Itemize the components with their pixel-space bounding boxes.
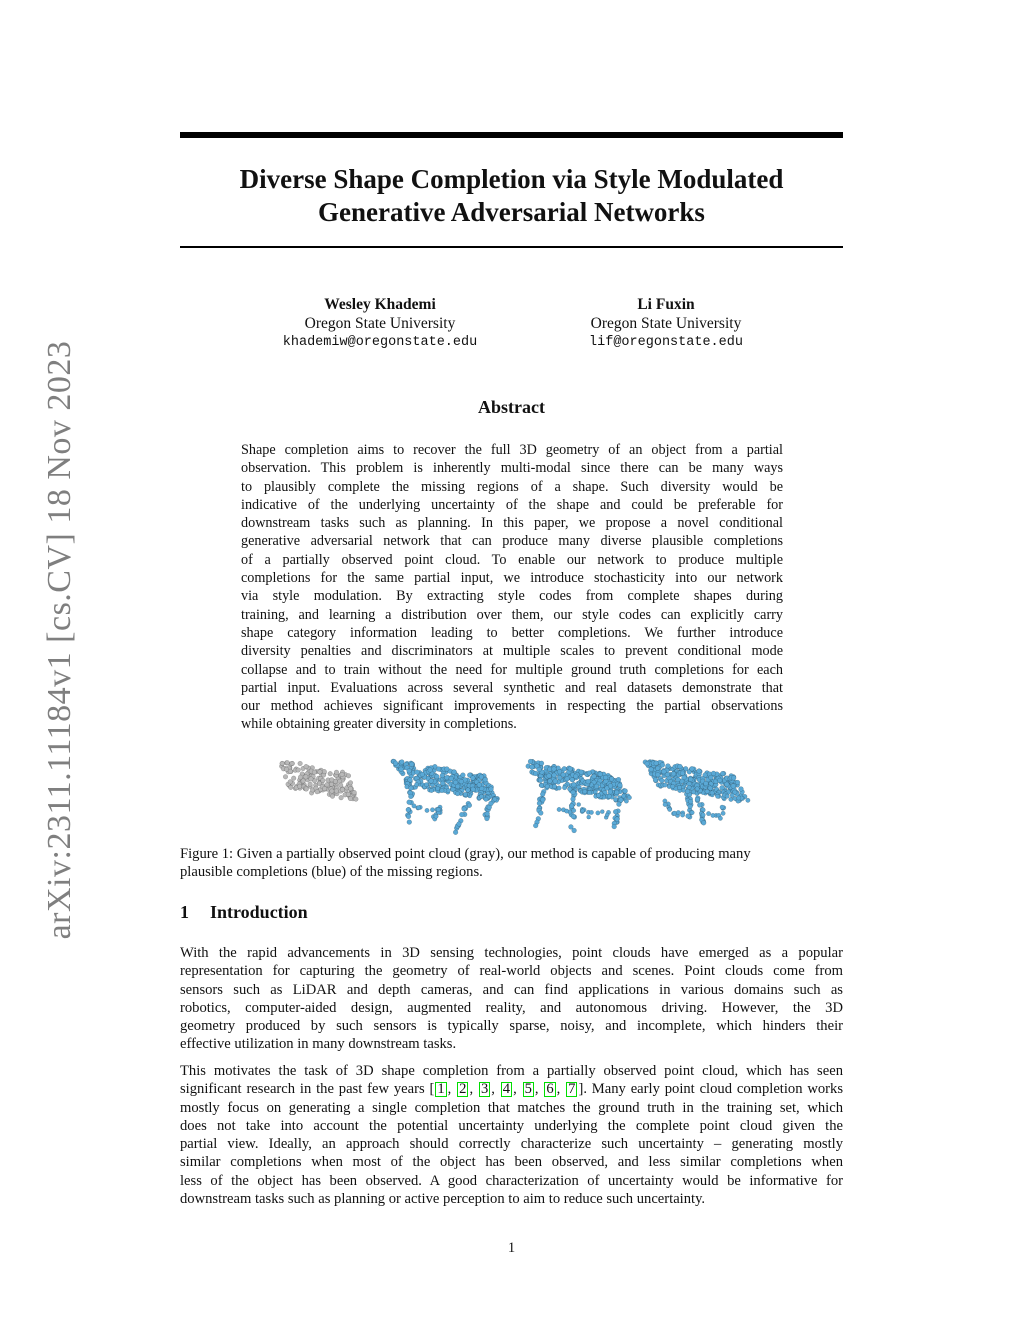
point	[452, 770, 457, 775]
abstract-body	[241, 441, 783, 734]
point	[655, 772, 660, 777]
point	[485, 811, 490, 816]
citation-link[interactable]: 6	[546, 1081, 554, 1098]
point	[290, 761, 295, 766]
point	[676, 810, 680, 814]
point	[291, 776, 296, 781]
completion-point-cloud	[391, 759, 500, 835]
point	[288, 785, 293, 790]
point	[533, 823, 538, 828]
point	[288, 769, 293, 774]
citation-link[interactable]: 4	[502, 1081, 511, 1098]
point	[297, 784, 302, 789]
point	[407, 820, 412, 825]
point	[296, 768, 301, 773]
point	[663, 802, 667, 806]
point	[721, 811, 725, 815]
author-affiliation: Oregon State University	[590, 315, 742, 332]
point	[660, 778, 665, 783]
point	[709, 775, 714, 780]
point	[463, 792, 467, 796]
abstract-heading: Abstract	[478, 397, 545, 417]
point	[596, 811, 600, 815]
point	[485, 816, 490, 821]
point	[571, 814, 576, 819]
point	[587, 815, 591, 819]
point	[668, 807, 672, 811]
point	[348, 781, 353, 786]
point	[329, 782, 334, 787]
point	[557, 807, 561, 811]
point	[552, 767, 557, 772]
point	[453, 830, 458, 835]
point	[547, 773, 552, 778]
point	[436, 767, 441, 772]
point	[348, 786, 353, 791]
point	[449, 776, 454, 781]
point	[470, 776, 475, 781]
point	[688, 804, 693, 809]
point	[330, 789, 335, 794]
point	[649, 767, 654, 772]
point	[429, 788, 433, 792]
author-name: Li Fuxin	[637, 296, 695, 313]
point	[539, 761, 544, 766]
point	[680, 813, 684, 817]
paper-title	[180, 163, 843, 229]
point	[569, 804, 574, 809]
point	[545, 784, 549, 788]
point	[731, 784, 736, 789]
point	[571, 797, 576, 802]
author-block-1	[230, 295, 530, 352]
point	[530, 765, 535, 770]
point	[731, 776, 736, 781]
citation-link[interactable]: 1	[437, 1081, 445, 1098]
point	[440, 788, 444, 792]
point	[339, 795, 344, 800]
point	[660, 763, 665, 768]
point	[697, 803, 702, 808]
point	[445, 775, 450, 780]
point	[329, 778, 334, 783]
point	[688, 777, 693, 782]
point	[440, 773, 445, 778]
point	[436, 807, 440, 811]
point	[453, 780, 458, 785]
abstract-line: partial input. Evaluations across several synthetic and real datasets demonstrate that	[241, 679, 783, 696]
citation-link[interactable]: 3	[480, 1081, 489, 1098]
point	[680, 771, 685, 776]
point	[340, 787, 345, 792]
point	[414, 783, 418, 787]
point	[346, 792, 351, 797]
point	[596, 793, 600, 797]
point	[315, 789, 320, 794]
point	[616, 777, 621, 782]
caption-line: Figure 1: Given a partially observed point cloud (gray), our method is capable of producing many	[180, 846, 751, 862]
point	[483, 777, 488, 782]
figure-1-point-clouds	[270, 748, 760, 840]
point	[301, 779, 306, 784]
point	[425, 808, 429, 812]
caption-line: plausible completions (blue) of the missing regions.	[180, 864, 483, 880]
point	[471, 787, 476, 792]
abstract-line: indicative of the underlying uncertainty of the shape and could be preferable for	[241, 496, 783, 513]
point	[598, 772, 603, 777]
point	[565, 776, 570, 781]
point	[479, 794, 483, 798]
point	[624, 799, 628, 803]
point	[579, 770, 584, 775]
point	[568, 766, 573, 771]
point	[424, 783, 428, 787]
point	[283, 775, 288, 780]
point	[690, 766, 695, 771]
point	[557, 769, 562, 774]
point	[309, 777, 314, 782]
point	[459, 779, 464, 784]
point	[572, 828, 577, 833]
point	[304, 775, 309, 780]
title-top-rule	[180, 132, 843, 138]
point	[690, 810, 694, 814]
point	[735, 780, 740, 785]
point	[539, 783, 543, 787]
abstract-line: to plausibly complete the missing regions of a shape. Such diversity would be	[241, 478, 783, 495]
point	[484, 797, 488, 801]
completion-point-cloud	[526, 759, 632, 833]
point	[280, 761, 285, 766]
point	[412, 804, 416, 808]
point	[461, 773, 466, 778]
point	[621, 794, 625, 798]
point	[528, 759, 533, 764]
point	[608, 784, 613, 789]
point	[705, 789, 709, 793]
citation-link[interactable]: 2	[459, 1081, 467, 1098]
point	[406, 814, 411, 819]
point	[538, 778, 543, 783]
point	[715, 794, 719, 798]
paragraph-line: effective utilization in many downstream tasks.	[180, 1036, 457, 1053]
point	[466, 788, 471, 793]
point	[408, 794, 413, 799]
point	[720, 805, 724, 809]
point	[352, 790, 357, 795]
point	[354, 797, 359, 802]
point	[737, 796, 741, 800]
intro-paragraph-1	[180, 944, 843, 1054]
point	[457, 822, 462, 827]
point	[308, 782, 313, 787]
abstract-line: of a partially observed point cloud. To enable our network to produce multiple	[241, 551, 783, 568]
point	[600, 810, 604, 814]
point	[493, 797, 497, 801]
point	[407, 768, 412, 773]
point	[607, 794, 611, 798]
point	[710, 791, 714, 795]
point	[288, 780, 293, 785]
point	[338, 783, 343, 788]
point	[537, 767, 542, 772]
point	[430, 808, 434, 812]
abstract-line: diversity penalties and discriminators at multiple scales to prevent conditional mode	[241, 643, 783, 660]
point	[614, 790, 619, 795]
point	[691, 790, 695, 794]
abstract-line: shape category information leading to better completions. We further introduce	[241, 624, 783, 641]
point	[348, 796, 353, 801]
point	[666, 764, 671, 769]
point	[587, 771, 592, 776]
author-email[interactable]: lif@oregonstate.edu	[589, 335, 743, 350]
point	[325, 782, 330, 787]
point	[609, 777, 614, 782]
point	[318, 770, 323, 775]
abstract-line: collapse and to train without the need for multiple ground truth completions for each	[241, 661, 783, 678]
partial-point-cloud	[279, 760, 358, 801]
point	[552, 784, 556, 788]
paragraph-line: less of the object has been observed. A good characterization of uncertainty would be informative for	[180, 1172, 843, 1189]
point	[729, 797, 733, 801]
point	[444, 767, 449, 772]
point	[594, 784, 599, 789]
abstract-line: training, and learning a distribution over them, our style codes can explicitly carry	[241, 606, 783, 623]
arxiv-identifier-stamp: arXiv:2311.11184v1 [cs.CV] 18 Nov 2023	[41, 340, 78, 940]
point	[662, 769, 667, 774]
point	[553, 779, 558, 784]
point	[459, 812, 464, 817]
point	[406, 807, 411, 812]
section-number: 1	[180, 902, 189, 922]
point	[701, 820, 706, 825]
point	[589, 810, 593, 814]
point	[312, 770, 317, 775]
point	[678, 764, 683, 769]
point	[717, 778, 722, 783]
abstract-line: generative adversarial network that can produce many diverse plausible completions	[241, 533, 783, 550]
abstract-line: observation. This problem is inherently multi-modal since there can be many ways	[241, 460, 783, 477]
title-bottom-rule	[180, 246, 843, 248]
paragraph-line: mostly focus on generating a single completion that matches the ground truth in the training set, which	[180, 1099, 843, 1116]
point	[688, 799, 693, 804]
point	[393, 761, 398, 766]
point	[720, 785, 725, 790]
point	[572, 808, 576, 812]
paragraph-text: ]. Many early point cloud completion works	[578, 1081, 844, 1098]
point	[581, 809, 585, 813]
point	[328, 771, 333, 776]
point	[695, 787, 699, 791]
author-affiliation: Oregon State University	[304, 315, 456, 332]
point	[615, 817, 620, 822]
point	[399, 767, 404, 772]
point	[671, 784, 675, 788]
point	[557, 786, 561, 790]
intro-paragraph-2	[180, 1062, 843, 1208]
point	[298, 761, 303, 766]
point	[462, 807, 467, 812]
paragraph-line-with-citations: significant research in the past few years [ 1 , 2 , 3 , 4 , 5 , 6 , 7 ]. Many early point cloud completion works	[180, 1081, 844, 1098]
point	[676, 777, 681, 782]
abstract-line: our method achieves significant improvements in respecting the partial observations	[241, 698, 783, 715]
point	[663, 783, 667, 787]
point	[440, 781, 445, 786]
point	[685, 789, 690, 794]
point	[334, 770, 339, 775]
abstract-line: via style modulation. By extracting style codes from complete shapes during	[241, 588, 783, 605]
point	[612, 824, 617, 829]
point	[340, 772, 345, 777]
point	[695, 797, 700, 802]
point	[746, 798, 750, 802]
point	[538, 811, 543, 816]
point	[436, 786, 440, 790]
paragraph-line: representation for capturing the geometry of real-world objects and scenes. Point clouds come from	[180, 963, 843, 980]
point	[429, 779, 434, 784]
citation-link[interactable]: 7	[568, 1081, 576, 1098]
paragraph-line: With the rapid advancements in 3D sensing technologies, point clouds have emerged as a popular	[180, 945, 843, 961]
point	[489, 787, 494, 792]
point	[285, 760, 290, 765]
point	[552, 773, 557, 778]
paper-title-line-1: Diverse Shape Completion via Style Modulated	[239, 164, 784, 194]
section-title: Introduction	[210, 902, 308, 922]
point	[322, 769, 327, 774]
point	[617, 802, 622, 807]
abstract-line: while obtaining greater diversity in completions.	[241, 716, 517, 733]
point	[605, 813, 609, 817]
point	[435, 774, 440, 779]
point	[677, 785, 681, 789]
point	[724, 782, 729, 787]
point	[304, 764, 309, 769]
abstract-line: Shape completion aims to recover the full 3D geometry of an object from a partial	[241, 442, 783, 458]
point	[701, 813, 705, 817]
paragraph-text: significant research in the past few years [	[180, 1081, 435, 1098]
point	[577, 803, 581, 807]
author-email[interactable]: khademiw@oregonstate.edu	[282, 335, 478, 350]
point	[671, 771, 676, 776]
point	[573, 774, 578, 779]
author-block-2	[516, 295, 816, 352]
point	[706, 811, 710, 815]
point	[409, 762, 414, 767]
point	[489, 801, 494, 806]
point	[428, 768, 433, 773]
point	[718, 816, 722, 820]
point	[623, 789, 628, 794]
point	[330, 794, 335, 799]
point	[730, 793, 734, 797]
point	[562, 766, 567, 771]
paragraph-line: This motivates the task of 3D shape completion from a partially observed point cloud, which has seen	[180, 1063, 843, 1079]
point	[540, 792, 545, 797]
point	[603, 775, 608, 780]
abstract-line: completions for the same partial input, we introduce stochasticity into our network	[241, 570, 783, 587]
point	[592, 774, 597, 779]
point	[720, 771, 725, 776]
point	[477, 783, 482, 788]
point	[697, 769, 702, 774]
point	[540, 797, 545, 802]
author-name: Wesley Khademi	[324, 296, 436, 313]
point	[704, 781, 709, 786]
point	[583, 789, 587, 793]
citation-link[interactable]: 5	[524, 1081, 532, 1098]
abstract-line: downstream tasks such as planning. In this paper, we propose a novel conditional	[241, 515, 783, 532]
point	[304, 787, 309, 792]
point	[571, 790, 576, 795]
point	[655, 766, 660, 771]
completion-point-cloud	[643, 760, 750, 826]
point	[407, 800, 412, 805]
point	[399, 760, 404, 765]
point	[420, 772, 425, 777]
point	[334, 789, 339, 794]
paragraph-line: robotics, computer-aided design, augmented reality, and autonomous driving. However, the 3D	[180, 999, 843, 1016]
point	[654, 761, 659, 766]
point	[725, 794, 729, 798]
point	[346, 774, 351, 779]
paragraph-line: sensors such as LiDAR and depth cameras, and can find applications in various domains such as	[180, 981, 843, 998]
point	[562, 786, 566, 790]
paragraph-line: geometry produced by such sensors is typically sparse, noisy, and incomplete, which hinders their	[180, 1018, 843, 1035]
point	[618, 783, 623, 788]
point	[434, 814, 438, 818]
point	[645, 761, 650, 766]
point	[571, 782, 576, 787]
paragraph-line: downstream tasks such as planning or active perception to aim to reduce such uncertainty.	[180, 1191, 706, 1208]
point	[586, 779, 591, 784]
point	[548, 779, 553, 784]
point	[711, 813, 715, 817]
point	[739, 787, 744, 792]
page-number: 1	[507, 1240, 516, 1256]
paper-title-line-2: Generative Adversarial Networks	[318, 197, 705, 227]
paragraph-line: similar completions when most of the object has been observed, and less similar completions when	[180, 1154, 843, 1171]
point	[608, 790, 613, 795]
paragraph-line: partial view. Ideally, an approach should correctly characterize such uncertainty – generating mostly	[180, 1136, 843, 1153]
section-heading-introduction	[180, 902, 308, 923]
point	[565, 809, 569, 813]
point	[321, 778, 326, 783]
point	[653, 778, 658, 783]
point	[455, 792, 459, 796]
paragraph-line: does not take into account the potential uncertainty underlying the complete point cloud given the	[180, 1117, 843, 1134]
point	[613, 809, 618, 814]
point	[416, 806, 420, 810]
point	[533, 771, 538, 776]
point	[627, 795, 631, 799]
figure-1-caption	[180, 845, 843, 881]
